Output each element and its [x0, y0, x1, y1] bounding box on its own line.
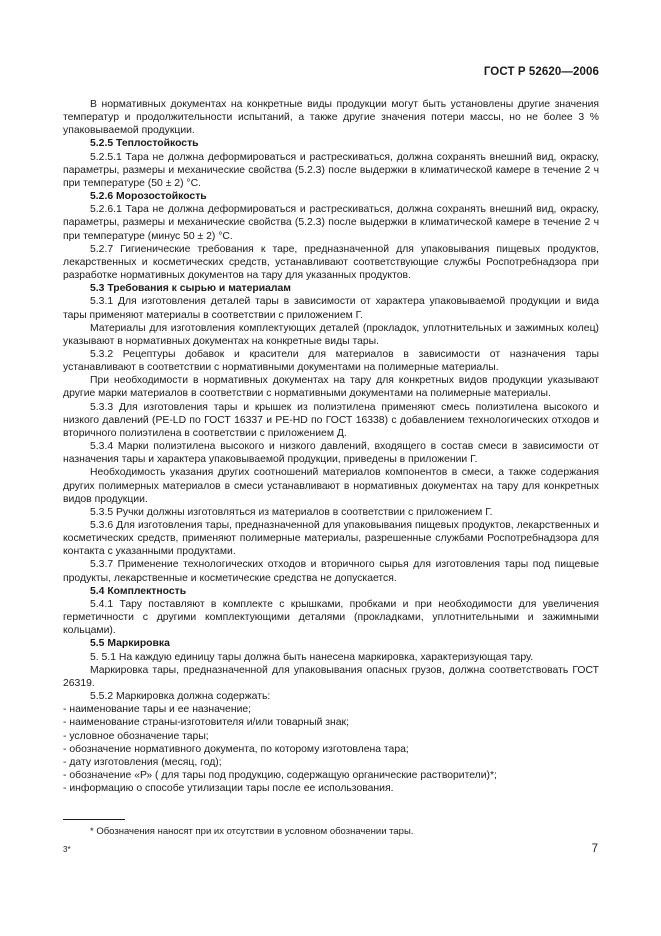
- paragraph: 5.3.1 Для изготовления деталей тары в зависимости от характера упаковываемой продукции и вида тары применяют материалы в соответствии с приложением Г.: [63, 296, 599, 321]
- paragraph: 5.2.5.1 Тара не должна деформироваться и растрескиваться, должна сохранять внешний вид, окраску, параметры, размеры и механические свойства (5.2.3) после выдержки в климатической камере в течение 2 ч при температуре (50 ± 2) °С.: [63, 151, 599, 189]
- section-heading: 5.4 Комплектность: [90, 585, 187, 597]
- list-item: - наименование тары и ее назначение;: [63, 704, 252, 716]
- paragraph: Материалы для изготовления комплектующих деталей (прокладок, уплотнительных и зажимных колец) указывают в нормативных документах на конкретные виды тары.: [63, 322, 599, 347]
- paragraph: 5.3.4 Марки полиэтилена высокого и низкого давлений, входящего в состав смеси в зависимости от назначения тары и характера упаковываемой продукции, приведены в приложении Г.: [63, 441, 599, 466]
- paragraph: 5.2.7 Гигиенические требования к таре, предназначенной для упаковывания пищевых продуктов, лекарственных и косметических средств, устанавливают соответствующие службы Роспотребнадзора при разработке нормативных документов на тару для указанных продуктов.: [63, 243, 599, 282]
- paragraph: 5.3.2 Рецептуры добавок и красители для материалов в зависимости от назначения тары устанавливают в соответствии с нормативными документами на полимерные материалы.: [63, 348, 599, 374]
- sheet-mark: 3*: [63, 845, 71, 854]
- section-heading: 5.2.5 Теплостойкость: [90, 138, 199, 150]
- paragraph: 5.3.7 Применение технологических отходов и вторичного сырья для изготовления тары под пищевые продукты, лекарственные и косметические средства не допускается.: [63, 559, 599, 584]
- page-number: 7: [591, 843, 598, 855]
- paragraph: 5.5.2 Маркировка должна содержать:: [90, 691, 271, 703]
- list-item: - информацию о способе утилизации тары после ее использования.: [63, 783, 394, 795]
- paragraph: 5.3.3 Для изготовления тары и крышек из полиэтилена применяют смесь полиэтилена высокого и низкого давлений (PE-LD по ГОСТ 16337 и PE-HD по ГОСТ 16338) с добавлением технологических отходов и вторичного полиэтилена в соответствии с приложением Д.: [63, 401, 599, 439]
- paragraph: 5.3.6 Для изготовления тары, предназначенной для упаковывания пищевых продуктов, лекарственных и косметических средств, применяют полимерные материалы, разрешенные службами Роспотребнадзора для контакта с указанными продуктами.: [63, 520, 599, 558]
- list-item: - условное обозначение тары;: [63, 730, 209, 742]
- footnote-divider: [63, 819, 125, 820]
- section-heading: 5.3 Требования к сырью и материалам: [90, 283, 291, 295]
- section-heading: 5.5 Маркировка: [90, 638, 170, 650]
- document-body: [63, 98, 599, 795]
- list-item: - наименование страны-изготовителя и/или товарный знак;: [63, 717, 349, 729]
- paragraph: Маркировка тары, предназначенной для упаковывания опасных грузов, должна соответствовать ГОСТ 26319.: [63, 664, 599, 689]
- footnote: * Обозначения наносят при их отсутствии в условном обозначении тары.: [90, 826, 414, 837]
- paragraph: 5. 5.1 На каждую единицу тары должна быть нанесена маркировка, характеризующая тару.: [90, 651, 534, 663]
- paragraph: При необходимости в нормативных документах на тару для конкретных видов продукции указывают другие марки материалов в соответствии с нормативными документами на полимерные материалы.: [63, 375, 599, 400]
- list-item: - дату изготовления (месяц, год);: [63, 756, 222, 768]
- paragraph: Необходимость указания других соотношений материалов компонентов в смеси, а также содержания других полимерных материалов в смеси устанавливают в нормативных документах на тару для конкретных видов продукции.: [63, 467, 599, 505]
- paragraph: 5.2.6.1 Тара не должна деформироваться и растрескиваться, должна сохранять внешний вид, окраску, параметры, размеры и механические свойства (5.2.3) после выдержки в климатической камере в течение 2 ч при температуре (минус 50 ± 2) °С.: [63, 204, 599, 242]
- list-item: - обозначение «Р» ( для тары под продукцию, содержащую органические растворители)*;: [63, 769, 497, 781]
- paragraph: 5.3.5 Ручки должны изготовляться из материалов в соответствии с приложением Г.: [90, 506, 493, 518]
- paragraph: 5.4.1 Тару поставляют в комплекте с крышками, пробками и при необходимости для увеличения герметичности с другими комплектующими деталями (прокладками, уплотнительными и зажимными кольцами).: [63, 598, 599, 637]
- section-heading: 5.2.6 Морозостойкость: [90, 191, 207, 203]
- document-header: ГОСТ Р 52620—2006: [483, 66, 599, 78]
- paragraph: В нормативных документах на конкретные виды продукции могут быть установлены другие значения температур и продолжительности испытаний, а также другие значения потери массы, но не более 3 % упаковываемой продукции.: [63, 99, 599, 137]
- list-item: - обозначение нормативного документа, по которому изготовлена тара;: [63, 743, 409, 755]
